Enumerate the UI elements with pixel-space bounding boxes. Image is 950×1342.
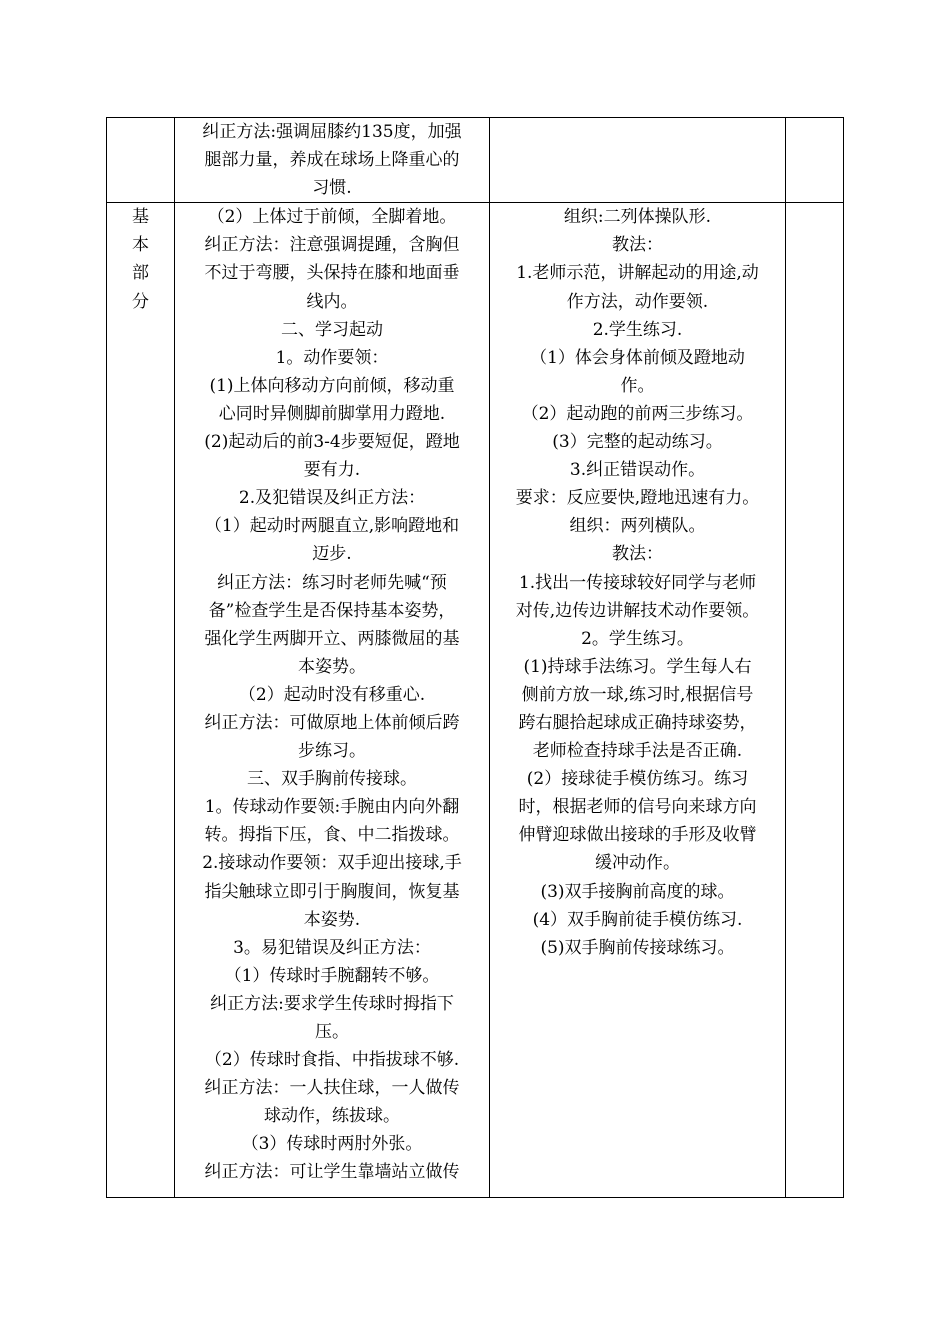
content-line: 指尖触球立即引于胸腹间，恢复基 <box>204 881 460 902</box>
organization-line: （2）起动跑的前两三步练习。 <box>521 403 754 424</box>
content-line: （2）上体过于前倾，全脚着地。 <box>207 207 457 228</box>
organization-line: 作。 <box>620 375 655 396</box>
content-line: 纠正方法：练习时老师先喊“预 <box>217 572 447 593</box>
content-line: 1。动作要领： <box>275 347 389 368</box>
organization-line: 教法： <box>612 544 663 565</box>
organization-line: 2.学生练习. <box>592 319 683 340</box>
organization-line: (3)双手接胸前高度的球。 <box>540 881 735 902</box>
section-cell <box>107 118 175 203</box>
section-label-char: 部 <box>132 263 149 284</box>
organization-line: 要求：反应要快,蹬地迅速有力。 <box>515 488 760 509</box>
content-line: （1）起动时两腿直立,影响蹬地和 <box>204 516 460 537</box>
content-line: 球动作，练拔球。 <box>264 1106 400 1127</box>
organization-line: 跨右腿拾起球成正确持球姿势， <box>518 712 757 733</box>
organization-line: 老师检查持球手法是否正确. <box>532 741 743 762</box>
content-line: 备”检查学生是否保持基本姿势， <box>208 600 456 621</box>
content-line: 二、学习起动 <box>281 319 383 340</box>
organization-line: 伸臂迎球做出接球的手形及收臂 <box>518 825 757 846</box>
content-line: 迈步. <box>312 544 352 565</box>
content-line: 纠正方法：一人扶住球，一人做传 <box>204 1078 460 1099</box>
section-cell <box>107 203 175 1198</box>
content-line: 1。传球动作要领:手腕由内向外翻 <box>204 797 460 818</box>
organization-line: (3）完整的起动练习。 <box>552 432 723 453</box>
content-line: 转。拇指下压，食、中二指拨球。 <box>204 825 460 846</box>
content-line: 3。易犯错误及纠正方法： <box>233 937 431 958</box>
lesson-plan-table <box>106 117 844 1198</box>
content-line: 压。 <box>315 1022 349 1042</box>
content-line: (1)上体向移动方向前倾，移动重 <box>209 375 455 396</box>
organization-line: 作方法，动作要领. <box>566 291 709 312</box>
content-line: 本姿势。 <box>298 656 366 677</box>
organization-line: 1.老师示范，讲解起动的用途,动 <box>516 263 759 284</box>
content-line: 纠正方法:要求学生传球时拇指下 <box>210 993 454 1014</box>
organization-line: （1）体会身体前倾及蹬地动 <box>530 347 745 368</box>
section-label-char: 本 <box>132 235 149 256</box>
organization-line: (1)持球手法练习。学生每人右 <box>523 656 752 677</box>
content-line: （3）传球时两肘外张。 <box>241 1134 423 1155</box>
organization-line: (5)双手胸前传接球练习。 <box>540 937 735 958</box>
organization-line: 缓冲动作。 <box>595 853 680 874</box>
content-line: 步练习。 <box>298 741 366 762</box>
content-line: 纠正方法：可做原地上体前倾后跨 <box>204 712 460 733</box>
section-label-char: 基 <box>132 207 149 228</box>
content-cell <box>175 118 490 203</box>
organization-line: 时，根据老师的信号向来球方向 <box>518 797 757 818</box>
content-line: （1）传球时手腕翻转不够。 <box>224 965 440 986</box>
content-line: 2.及犯错误及纠正方法： <box>238 488 426 509</box>
content-line: （2）传球时食指、中指拔球不够. <box>204 1050 460 1071</box>
organization-cell <box>490 203 786 1198</box>
organization-line: 组织:二列体操队形. <box>563 207 712 228</box>
organization-cell <box>490 118 786 203</box>
table-row <box>107 203 844 1198</box>
content-line: 线内。 <box>306 291 358 312</box>
content-line: 腿部力量，养成在球场上降重心的 <box>204 150 460 171</box>
notes-cell <box>786 203 844 1198</box>
content-line: 纠正方法:强调屈膝约135度，加强 <box>202 122 462 142</box>
content-line: 纠正方法：可让学生靠墙站立做传 <box>204 1162 460 1183</box>
content-line: (2)起动后的前3-4步要短促，蹬地 <box>204 432 460 453</box>
content-line: 强化学生两脚开立、两膝微屈的基 <box>204 628 460 649</box>
table-row <box>107 118 844 203</box>
organization-line: 1.找出一传接球较好同学与老师 <box>518 572 757 593</box>
notes-cell <box>786 118 844 203</box>
organization-line: (4）双手胸前徒手模仿练习. <box>532 909 743 930</box>
organization-line: 教法： <box>612 235 663 256</box>
content-line: 习惯. <box>312 178 352 199</box>
content-line: 心同时异侧脚前脚掌用力蹬地. <box>218 403 446 424</box>
content-cell <box>175 203 490 1198</box>
content-line: 纠正方法：注意强调提踵，含胸但 <box>204 235 460 256</box>
content-line: 本姿势. <box>303 909 361 930</box>
content-line: （2）起动时没有移重心. <box>238 684 426 705</box>
organization-line: 3.纠正错误动作。 <box>569 460 706 481</box>
organization-line: 2。学生练习。 <box>581 628 694 649</box>
content-line: 要有力. <box>303 460 361 481</box>
content-line: 不过于弯腰，头保持在膝和地面垂 <box>204 263 460 284</box>
content-line: 2.接球动作要领：双手迎出接球,手 <box>202 853 462 874</box>
content-line: 三、双手胸前传接球。 <box>247 769 417 790</box>
organization-line: 侧前方放一球,练习时,根据信号 <box>521 684 754 705</box>
organization-line: (2）接球徒手模仿练习。练习 <box>526 769 749 790</box>
organization-line: 对传,边传边讲解技术动作要领。 <box>515 600 760 621</box>
organization-line: 组织：两列横队。 <box>569 516 706 537</box>
section-label-char: 分 <box>132 291 149 312</box>
